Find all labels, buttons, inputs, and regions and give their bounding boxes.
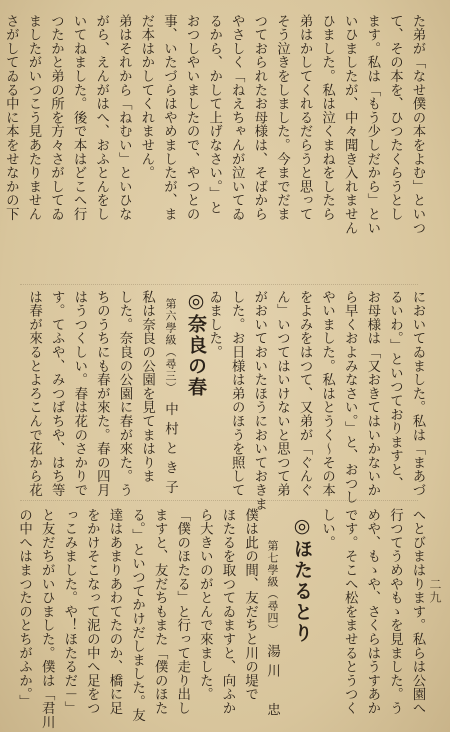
- hotaru-title: ◎ほたるとり: [291, 515, 313, 644]
- nara-author: 中村とき子: [162, 402, 178, 500]
- hotaru-byline: [262, 540, 282, 722]
- hotaru-grade: 第七學級（尋四）: [266, 540, 279, 636]
- nara-title: ◎奈良の春: [185, 290, 207, 398]
- hotaru-essay-text: 僕は此の間、友だちと川の堤で ほたるを取つてゐますと、向ふか ら大きいのがとんで來ました。 「僕のほたる」と行って走り出し ますと、友だちもまた「僕のほた る。」といつてかけだしました。友 達はあまりあわてたのか、橋に足 をかけそこなって泥の中へ足をつ っこみました。や！ほたるだ－」 と友だちがいひました。僕は「君川 の中へはまつたのとちがふか。」: [16, 508, 258, 729]
- page-number: 二九: [428, 578, 442, 604]
- nara-byline: [160, 298, 180, 500]
- hotaru-author: 湯川 忠: [264, 644, 280, 722]
- story-continuation-middle: においてゐました。私は「まあづ るいわ。」といつておりますと、 お母様は「又おきてはいかないか ら早くおよみなさい。」と、おつし やいました。私はとうく〜その本 をよみをはつて、又弟が「ぐんぐ ん」いつてはいけないと思つて弟 がおいておいたほうにおいておきま した。お日様は弟のほうを照して ゐました。: [206, 290, 425, 511]
- nara-essay-continuation: へとびまはります。私らは公園へ 行つてうめやもゝを見ました。う めや、もゝや、さくらはうすあか です。そこへ松をませるとうつく しい。: [319, 508, 425, 715]
- section-divider-upper: [20, 284, 418, 286]
- nara-essay-text: 私は奈良の公園を見てまはりま した。奈良の公園に春が來た。う ちのうちにも春が來た。春の四月 はうつくしい。春は花のさかりで す。てふや、みつばちや、はち等 は春が來るとよろこんで花から花: [26, 290, 155, 497]
- story-continuation-upper: た弟が「なせ僕の本をよむ」といつ て、その本を、ひつたくらうとし ます。私は「もう少しだから」とい いひましたが、中々聞き入れません ひました。私は泣くまねをしたら 弟はかしてくれるだらうと思って そう泣きをしました。今までだま つておられたお母様は、そばから やさしく「ねえちゃんが泣いてゐ るから、かして上げなさい。」と おつしやいましたので、やつとの 事、いたづらはやめましたが、ま だ本はかしてくれません。 弟はそれから「ねむい」といひな がら、えんがはへ、おふとんをし いてねました。後で本はどこへ行 つたかと弟の所を方々さがしてゐ ましたがいつこう見あたりません さがしてゐる中に本をせなかの下: [3, 14, 425, 235]
- section-divider-lower: [20, 500, 418, 502]
- nara-grade: 第六學級（尋三）: [164, 298, 177, 394]
